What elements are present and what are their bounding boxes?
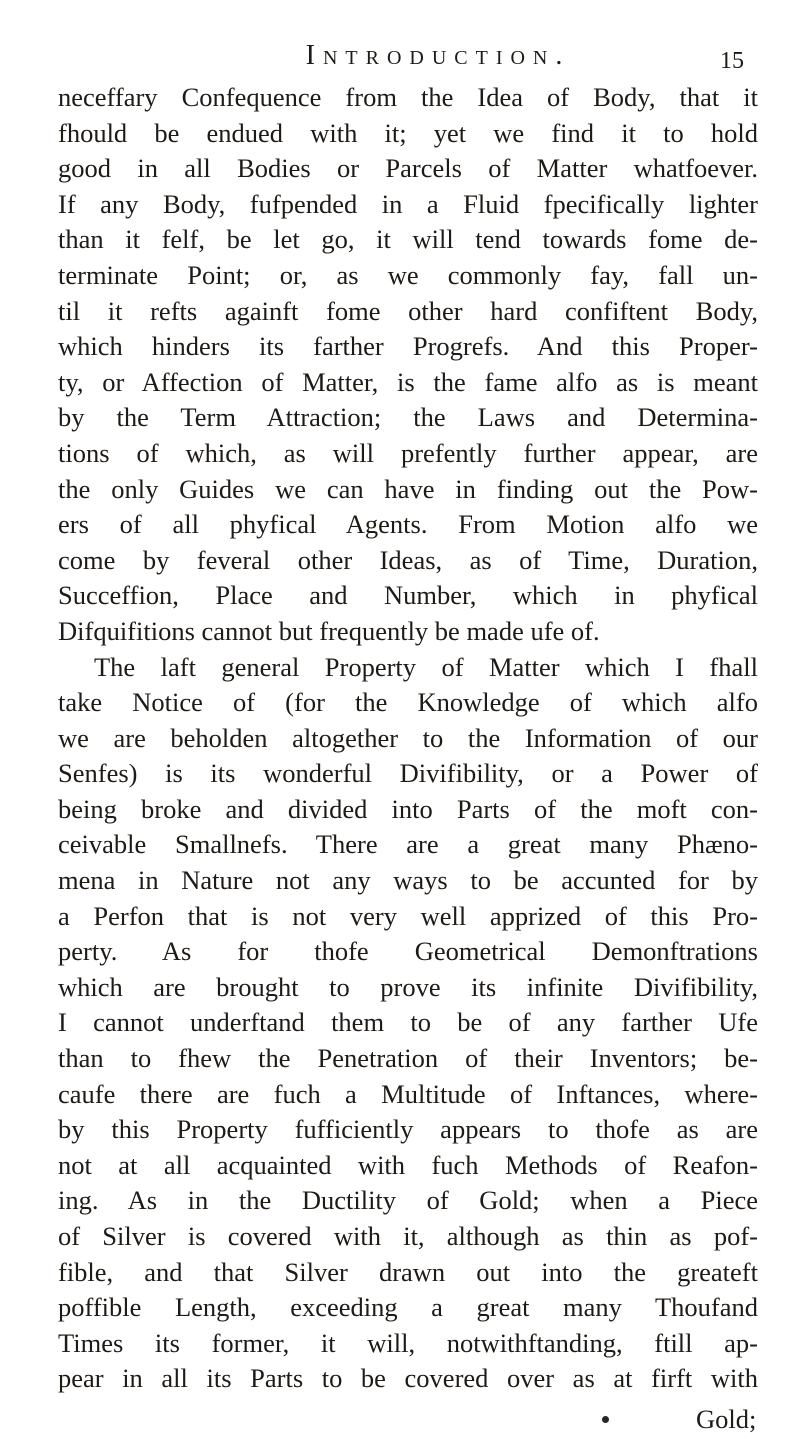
text-line: neceffary Confequence from the Idea of Body, that it [58, 82, 758, 112]
text-line: by this Property fufficiently appears to thofe as are [58, 1114, 758, 1145]
text-line: pear in all its Parts to be covered over as at firft with [58, 1363, 758, 1394]
catchword: Gold; [696, 1404, 757, 1434]
text-line: terminate Point; or, as we commonly fay, fall un- [58, 259, 758, 290]
text-line: fible, and that Silver drawn out into the greateft [58, 1256, 758, 1287]
page-number: 15 [720, 48, 744, 74]
running-head [0, 40, 800, 80]
text-line: than to fhew the Penetration of their Inventors; be- [58, 1043, 758, 1074]
text-line: tions of which, as will prefently further appear, are [58, 437, 758, 468]
text-line: being broke and divided into Parts of the moft con- [58, 793, 758, 824]
text-line: Times its former, it will, notwithftanding, ftill ap- [58, 1327, 758, 1358]
running-title: Introduction. [305, 40, 571, 71]
signature-mark [602, 1416, 609, 1423]
text-line: fhould be endued with it; yet we find it to hold [58, 117, 758, 148]
text-line: take Notice of (for the Knowledge of which alfo [58, 687, 758, 718]
text-line: the only Guides we can have in finding out the Pow- [58, 473, 758, 504]
text-line: not at all acquainted with fuch Methods of Reafon- [58, 1149, 758, 1180]
paragraph-start-line: The laft general Property of Matter which I fhall [94, 651, 758, 682]
text-line: ceivable Smallnefs. There are a great many Phæno- [58, 829, 758, 860]
text-line: caufe there are fuch a Multitude of Inftances, where- [58, 1078, 758, 1109]
text-line: Difquifitions cannot but frequently be made ufe of. [58, 615, 600, 646]
text-line: perty. As for thofe Geometrical Demonftrations [58, 936, 758, 967]
text-line: Senfes) is its wonderful Divifibility, or a Power of [58, 758, 758, 789]
text-line: which hinders its farther Progrefs. And this Proper- [58, 331, 758, 362]
text-line: mena in Nature not any ways to be accunted for by [58, 865, 758, 896]
body-text [58, 80, 758, 1397]
text-line: we are beholden altogether to the Information of our [58, 722, 758, 753]
text-line: I cannot underftand them to be of any farther Ufe [58, 1007, 758, 1038]
text-line: If any Body, fufpended in a Fluid fpecifically lighter [58, 188, 758, 219]
text-line: poffible Length, exceeding a great many Thoufand [58, 1292, 758, 1323]
text-line: ers of all phyfical Agents. From Motion alfo we [58, 509, 758, 540]
text-line: come by feveral other Ideas, as of Time, Duration, [58, 544, 758, 575]
text-line: which are brought to prove its infinite Divifibility, [58, 971, 758, 1002]
text-line: ty, or Affection of Matter, is the fame alfo as is meant [58, 366, 758, 397]
text-line: ing. As in the Ductility of Gold; when a Piece [58, 1185, 758, 1216]
text-line: by the Term Attraction; the Laws and Determina- [58, 402, 758, 433]
text-line: good in all Bodies or Parcels of Matter whatfoever. [58, 153, 758, 184]
text-line: of Silver is covered with it, although as thin as pof- [58, 1221, 758, 1251]
text-line: than it felf, be let go, it will tend towards fome de- [58, 224, 758, 255]
text-line: Succeffion, Place and Number, which in phyfical [58, 580, 758, 611]
text-line: a Perfon that is not very well apprized of this Pro- [58, 900, 758, 931]
text-line: til it refts againft fome other hard confiftent Body, [58, 295, 758, 326]
